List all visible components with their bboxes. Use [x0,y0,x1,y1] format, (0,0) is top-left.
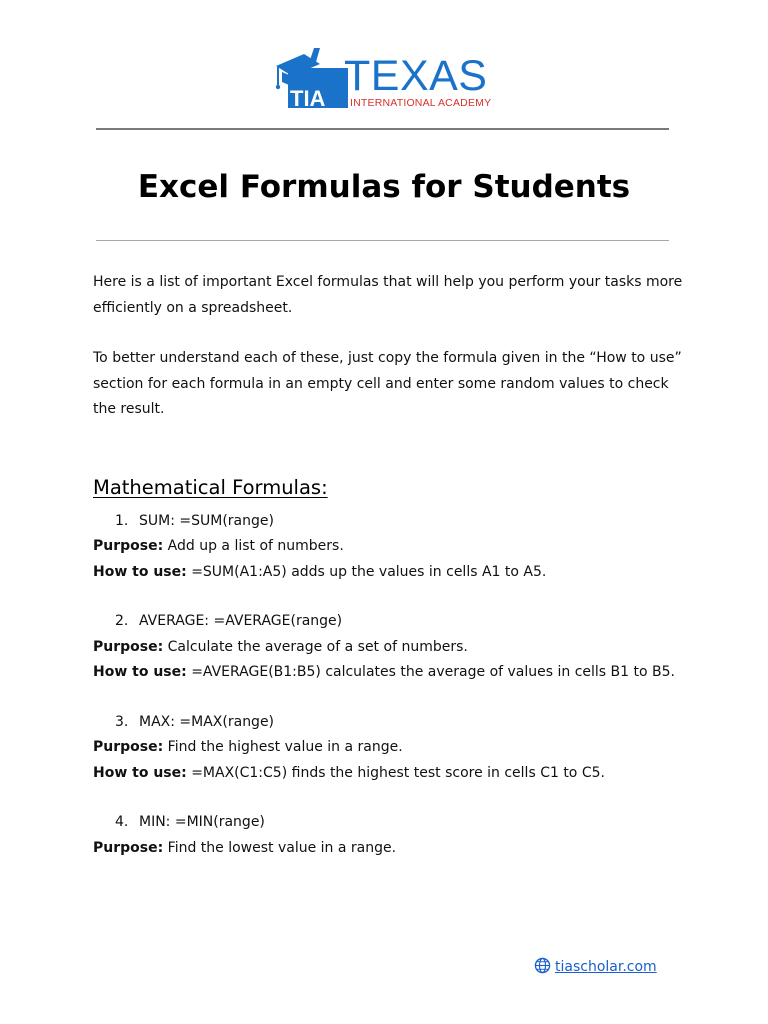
purpose-label: Purpose: [93,739,164,755]
formula-item [93,609,683,686]
logo-subtitle: INTERNATIONAL ACADEMY [350,97,492,109]
how-to-use-label: How to use: [93,664,187,680]
website-link[interactable]: tiascholar.com [555,959,657,975]
intro-paragraph-1: Here is a list of important Excel formulas that will help you perform your tasks more efficiently on a spreadsheet. [93,274,683,316]
formula-how-to-use: =SUM(A1:A5) adds up the values in cells A1 to A5. [191,563,547,580]
purpose-label: Purpose: [93,638,164,655]
graduation-cap-icon [274,48,350,110]
formula-how-to-use: =AVERAGE(B1:B5) calculates the average of values in cells B1 to B5. [191,664,675,680]
globe-icon [534,957,551,974]
formula-how-to-use: =MAX(C1:C5) finds the highest test score in cells C1 to C5. [191,764,605,781]
formula-item [93,810,683,861]
formula-name: MAX: =MAX(range) [139,713,275,730]
formula-number: 1. [115,512,129,529]
formula-item [93,509,683,586]
purpose-label: Purpose: [93,839,164,856]
how-to-use-label: How to use: [93,764,187,781]
page-title: Excel Formulas for Students [137,169,631,205]
intro-paragraph-2: To better understand each of these, just copy the formula given in the “How to use” section for each formula in an empty cell and enter some random values to check the result. [93,350,682,417]
top-divider [96,128,669,130]
formula-purpose: Find the highest value in a range. [167,739,403,755]
formula-name: AVERAGE: =AVERAGE(range) [139,613,343,629]
how-to-use-label: How to use: [93,563,187,580]
formula-name: MIN: =MIN(range) [139,814,265,830]
formula-number: 4. [115,814,129,830]
logo-mark-text: TIA [290,86,326,110]
logo-name: TEXAS [344,52,488,100]
formula-purpose: Add up a list of numbers. [167,538,344,554]
formula-number: 3. [115,713,129,730]
formula-name: SUM: =SUM(range) [139,512,274,529]
document-body [93,270,683,861]
formula-item [93,710,683,787]
formula-number: 2. [115,613,129,629]
section-heading: Mathematical Formulas: [93,475,328,499]
academy-logo [274,48,496,112]
formula-purpose: Calculate the average of a set of numbers. [167,638,468,655]
title-divider [96,240,669,241]
purpose-label: Purpose: [93,538,164,554]
footer [534,956,657,978]
formula-purpose: Find the lowest value in a range. [167,839,397,856]
